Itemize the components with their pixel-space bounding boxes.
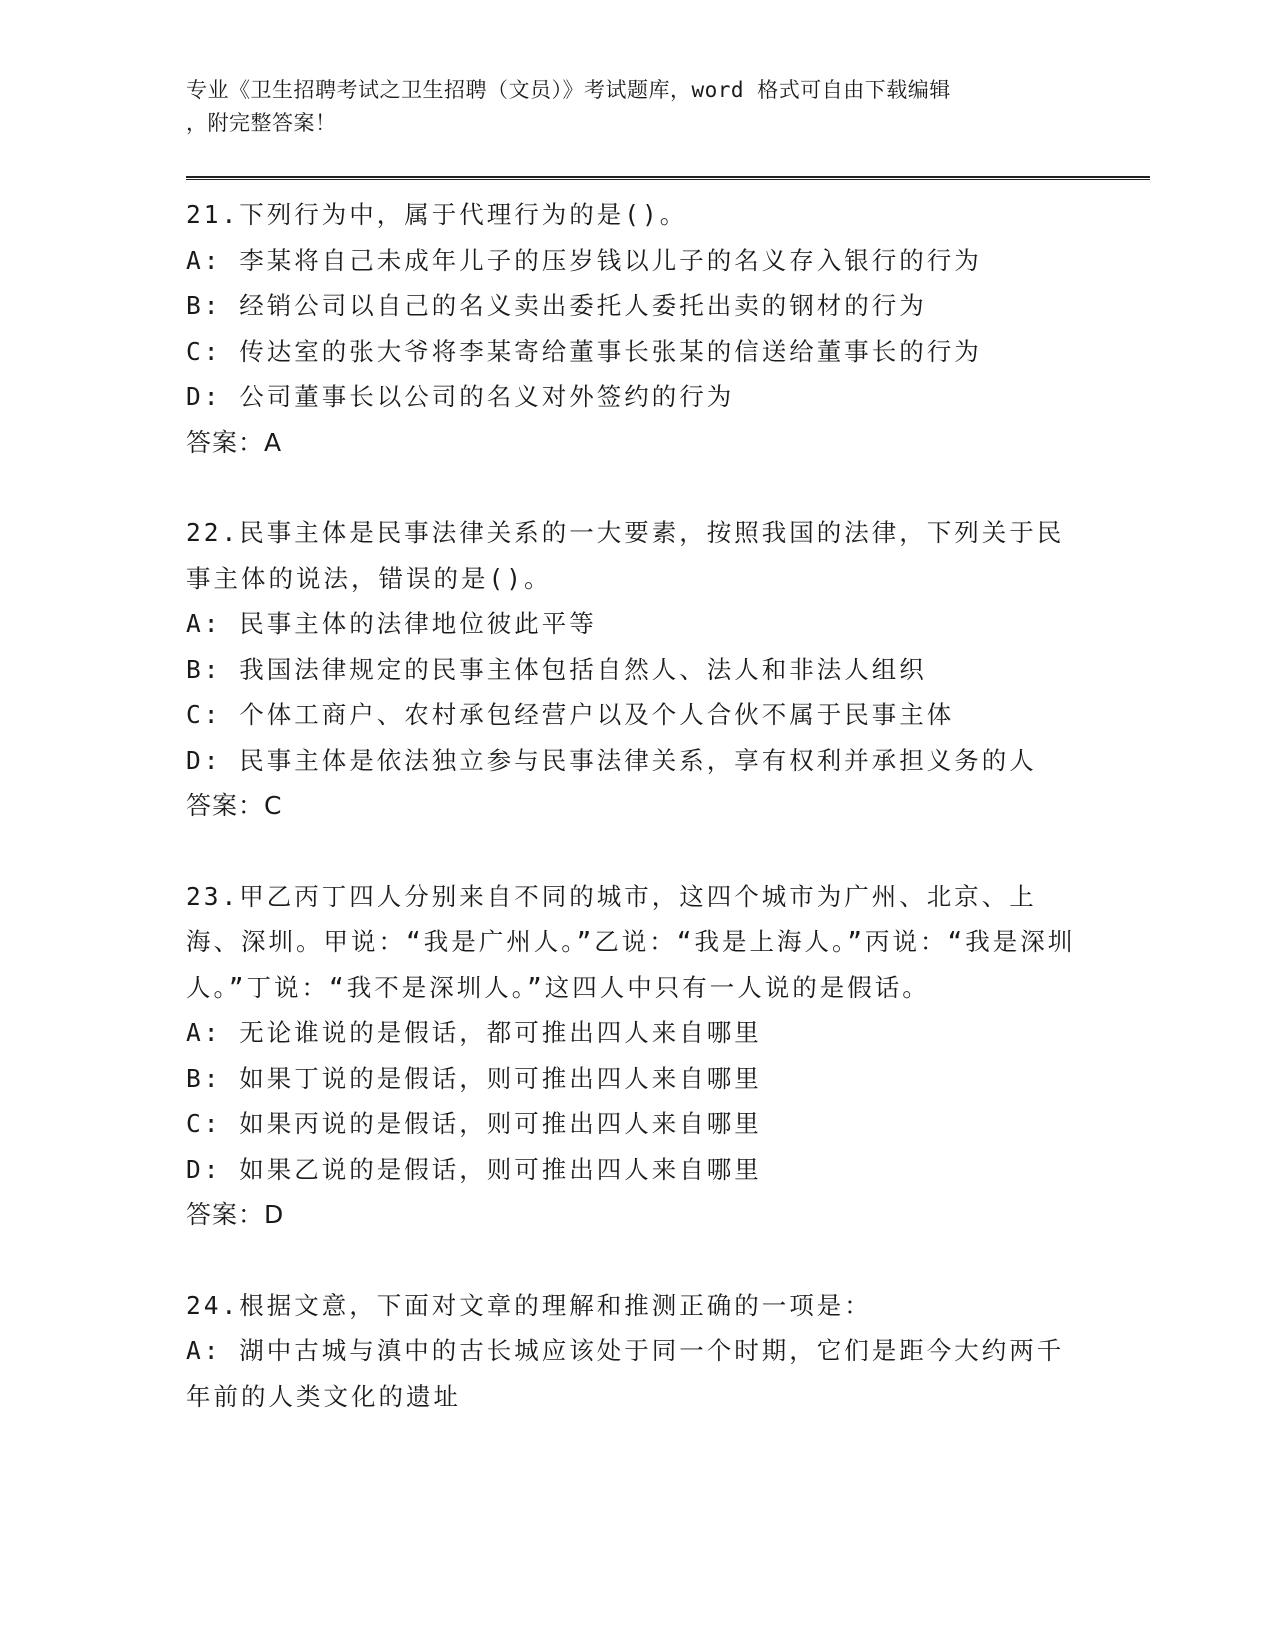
question-23: [186, 874, 1086, 1238]
option-a: A: 李某将自己未成年儿子的压岁钱以儿子的名义存入银行的行为: [186, 245, 982, 275]
option-d: D: 如果乙说的是假话，则可推出四人来自哪里: [186, 1154, 762, 1184]
header-divider: [186, 176, 1150, 180]
document-header: [186, 74, 1066, 140]
option-b: B: 我国法律规定的民事主体包括自然人、法人和非法人组织: [186, 654, 927, 684]
question-stem: 24.根据文意，下面对文章的理解和推测正确的一项是：: [186, 1290, 872, 1320]
question-list: [186, 192, 1086, 1464]
option-a: A: 湖中古城与滇中的古长城应该处于同一个时期，它们是距今大约两千年前的人类文化的遗址: [186, 1336, 1065, 1411]
question-stem: 23.甲乙丙丁四人分别来自不同的城市，这四个城市为广州、北京、上海、深圳。甲说：“我是广州人。”乙说：“我是上海人。”丙说：“我是深圳人。”丁说：“我不是深圳人。”这四人中只有一人说的是假话。: [186, 881, 1076, 1002]
option-a: A: 无论谁说的是假话，都可推出四人来自哪里: [186, 1018, 762, 1047]
option-d: D: 民事主体是依法独立参与民事法律关系，享有权利并承担义务的人: [186, 745, 1037, 775]
answer: 答案：C: [186, 791, 283, 820]
question-24: [186, 1283, 1086, 1420]
answer: 答案：A: [186, 427, 283, 457]
question-stem: 22.民事主体是民事法律关系的一大要素，按照我国的法律，下列关于民事主体的说法，错误的是()。: [186, 518, 1065, 593]
question-22: [186, 510, 1086, 829]
option-d: D: 公司董事长以公司的名义对外签约的行为: [186, 382, 735, 411]
question-stem: 21.下列行为中，属于代理行为的是()。: [186, 200, 688, 229]
question-21: [186, 192, 1086, 465]
header-line-2: ，附完整答案！: [186, 111, 337, 135]
option-b: B: 经销公司以自己的名义卖出委托人委托出卖的钢材的行为: [186, 291, 927, 320]
option-a: A: 民事主体的法律地位彼此平等: [186, 609, 597, 638]
header-line-1: 专业《卫生招聘考试之卫生招聘（文员）》考试题库，word 格式可自由下载编辑: [186, 78, 951, 102]
option-b: B: 如果丁说的是假话，则可推出四人来自哪里: [186, 1063, 762, 1093]
option-c: C: 传达室的张大爷将李某寄给董事长张某的信送给董事长的行为: [186, 336, 982, 366]
option-c: C: 如果丙说的是假话，则可推出四人来自哪里: [186, 1109, 762, 1138]
answer: 答案：D: [186, 1200, 285, 1229]
option-c: C: 个体工商户、农村承包经营户以及个人合伙不属于民事主体: [186, 700, 955, 729]
